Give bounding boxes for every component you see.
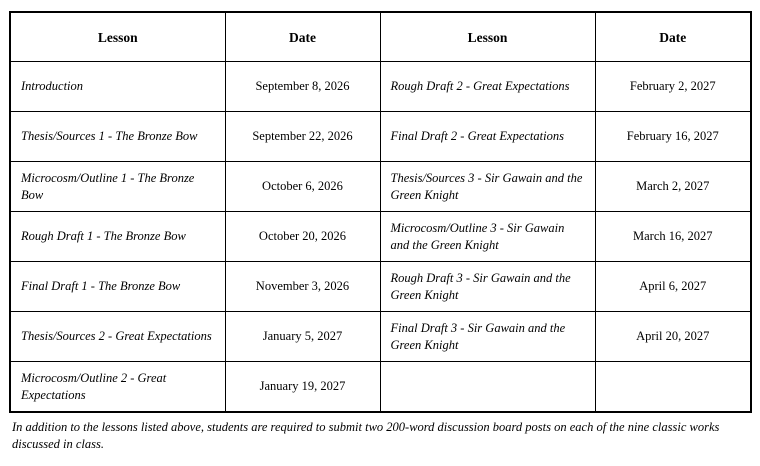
date-cell: March 2, 2027 (595, 162, 751, 212)
table-row (10, 112, 751, 162)
date-cell: January 19, 2027 (225, 362, 380, 413)
date-cell: October 6, 2026 (225, 162, 380, 212)
lesson-cell: Final Draft 3 - Sir Gawain and the Green Knight (380, 312, 595, 362)
lesson-cell: Microcosm/Outline 1 - The Bronze Bow (10, 162, 225, 212)
lesson-cell: Final Draft 1 - The Bronze Bow (10, 262, 225, 312)
date-cell: March 16, 2027 (595, 212, 751, 262)
lesson-cell-empty (380, 362, 595, 413)
lesson-cell: Rough Draft 3 - Sir Gawain and the Green Knight (380, 262, 595, 312)
table-row (10, 162, 751, 212)
lesson-cell: Microcosm/Outline 3 - Sir Gawain and the Green Knight (380, 212, 595, 262)
table-header-row (10, 12, 751, 62)
date-cell: November 3, 2026 (225, 262, 380, 312)
table-row (10, 362, 751, 413)
table-row (10, 62, 751, 112)
header-lesson: Lesson (10, 12, 225, 62)
lesson-cell: Microcosm/Outline 2 - Great Expectations (10, 362, 225, 413)
table-row (10, 312, 751, 362)
header-lesson: Lesson (380, 12, 595, 62)
lesson-cell: Introduction (10, 62, 225, 112)
lesson-cell: Thesis/Sources 3 - Sir Gawain and the Green Knight (380, 162, 595, 212)
date-cell: February 16, 2027 (595, 112, 751, 162)
lesson-cell: Rough Draft 1 - The Bronze Bow (10, 212, 225, 262)
date-cell: September 22, 2026 (225, 112, 380, 162)
date-cell: January 5, 2027 (225, 312, 380, 362)
date-cell: February 2, 2027 (595, 62, 751, 112)
lesson-cell: Thesis/Sources 1 - The Bronze Bow (10, 112, 225, 162)
header-date: Date (595, 12, 751, 62)
discussion-board-note: In addition to the lessons listed above, students are required to submit two 200-word discussion board posts on each of the nine classic works discussed in class. (12, 420, 720, 451)
lesson-cell: Rough Draft 2 - Great Expectations (380, 62, 595, 112)
date-cell: April 6, 2027 (595, 262, 751, 312)
lesson-schedule-table (9, 11, 752, 413)
date-cell-empty (595, 362, 751, 413)
date-cell: September 8, 2026 (225, 62, 380, 112)
lesson-cell: Final Draft 2 - Great Expectations (380, 112, 595, 162)
table-row (10, 262, 751, 312)
date-cell: April 20, 2027 (595, 312, 751, 362)
table-row (10, 212, 751, 262)
date-cell: October 20, 2026 (225, 212, 380, 262)
header-date: Date (225, 12, 380, 62)
lesson-cell: Thesis/Sources 2 - Great Expectations (10, 312, 225, 362)
